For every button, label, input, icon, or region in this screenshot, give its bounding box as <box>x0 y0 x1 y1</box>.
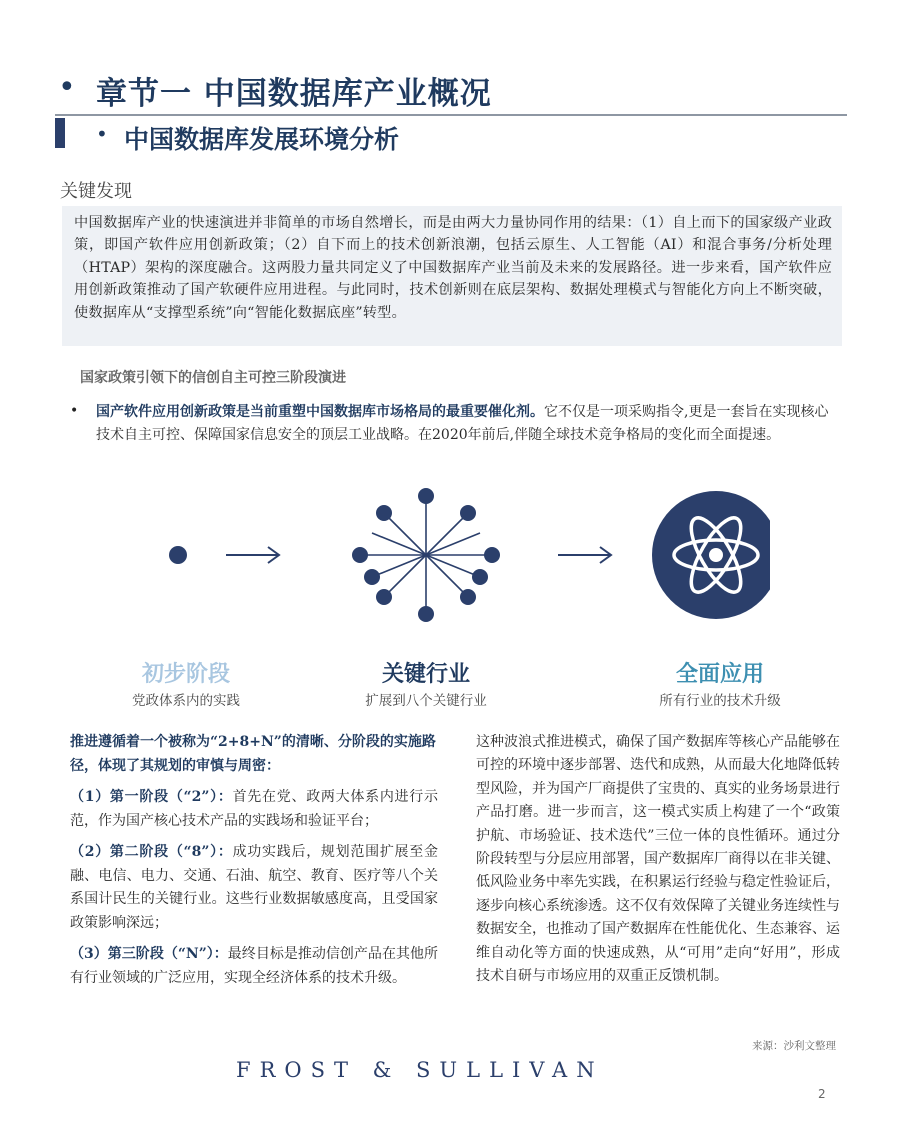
section-bullet: • <box>96 122 108 146</box>
intro-paragraph <box>96 401 832 447</box>
arrow-right-icon <box>226 547 279 563</box>
stage-3-title: 全面应用 <box>675 661 764 687</box>
key-findings-box <box>62 206 842 346</box>
phase-2-paragraph <box>70 841 438 935</box>
page-number: 2 <box>818 1087 826 1101</box>
phase-1-paragraph <box>70 786 438 833</box>
single-dot-icon <box>169 546 187 564</box>
section-title: 中国数据库发展环境分析 <box>124 125 400 154</box>
source-note: 来源：沙利文整理 <box>752 1040 836 1052</box>
phase-2-text: 成功实践后，规划范围扩展至金融、电信、电力、交通、石油、航空、教育、医疗等八个关系国计民生的关键行业。这些行业数据敏感度高，且受国家政策影响深远； <box>70 844 439 931</box>
key-findings-title: 关键发现 <box>60 181 132 202</box>
stage-2-title: 关键行业 <box>381 661 470 687</box>
chapter-bullet: • <box>58 70 76 105</box>
phase-3-label: （3）第三阶段（“N”）： <box>70 946 228 962</box>
left-column-lead: 推进遵循着一个被称为“2+8+N”的清晰、分阶段的实施路径，体现了其规划的审慎与周密： <box>70 734 436 774</box>
intro-bold: 国产软件应用创新政策是当前重塑中国数据库市场格局的最重要催化剂。 <box>96 404 544 420</box>
left-column <box>70 731 438 998</box>
chapter-title: 章节一 中国数据库产业概况 <box>96 76 492 112</box>
stage-3-subtitle: 所有行业的技术升级 <box>659 693 781 709</box>
chapter-divider <box>55 114 847 116</box>
phase-3-text: 最终目标是推动信创产品在其他所有行业领域的广泛应用，实现全经济体系的技术升级。 <box>70 946 438 986</box>
phase-3-paragraph <box>70 943 438 990</box>
stage-2-subtitle: 扩展到八个关键行业 <box>365 693 487 709</box>
phase-2-label: （2）第二阶段（“8”）： <box>70 844 233 860</box>
network-star-icon <box>352 488 500 622</box>
right-column-text: 这种波浪式推进模式，确保了国产数据库等核心产品能够在可控的环境中逐步部署、迭代和成熟，从而最大化地降低转型风险，并为国产厂商提供了宝贵的、真实的业务场景进行产品打磨。进一步而言，这一模式实质上构建了一个“政策护航、市场验证、技术迭代”三位一体的良性循环。通过分阶段转型与分层应用部署，国产数据库厂商得以在非关键、低风险业务中率先实践，在积累运行经验与稳定性验证后，逐步向核心系统渗透。这不仅有效保障了关键业务连续性与数据安全，也推动了国产数据库在性能优化、生态兼容、运维自动化等方面的快速成熟，从“可用”走向“好用”，形成技术自研与市场应用的双重正反馈机制。 <box>476 734 840 985</box>
phase-1-text: 首先在党、政两大体系内进行示范，作为国产核心技术产品的实践场和验证平台； <box>70 789 439 829</box>
stage-diagram <box>150 478 770 648</box>
subsection-title: 国家政策引领下的信创自主可控三阶段演进 <box>80 370 346 386</box>
brand-logo: FROST & SULLIVAN <box>236 1058 604 1082</box>
section-accent-bar <box>55 118 65 148</box>
atom-icon <box>652 491 770 619</box>
key-findings-text: 中国数据库产业的快速演进并非简单的市场自然增长，而是由两大力量协同作用的结果：（1）自上而下的国家级产业政策，即国产软件应用创新政策；（2）自下而上的技术创新浪潮，包括云原生、人工智能（AI）和混合事务/分析处理（HTAP）架构的深度融合。这两股力量共同定义了中国数据库产业当前及未来的发展路径。进一步来看，国产软件应用创新政策推动了国产软硬件应用进程。与此同时，技术创新则在底层架构、数据处理模式与智能化方向上不断突破，使数据库从“支撑型系统”向“智能化数据底座”转型。 <box>74 215 832 321</box>
stage-1-subtitle: 党政体系内的实践 <box>132 693 240 709</box>
arrow-right-icon <box>558 547 611 563</box>
intro-text: 它不仅是一项采购指令,更是一套旨在实现核心技术自主可控、保障国家信息安全的顶层工业战略。在2020年前后,伴随全球技术竞争格局的变化而全面提速。 <box>96 404 829 443</box>
phase-1-label: （1）第一阶段（“2”）： <box>70 789 233 805</box>
stage-1-title: 初步阶段 <box>141 661 230 687</box>
intro-bullet: • <box>70 403 79 419</box>
